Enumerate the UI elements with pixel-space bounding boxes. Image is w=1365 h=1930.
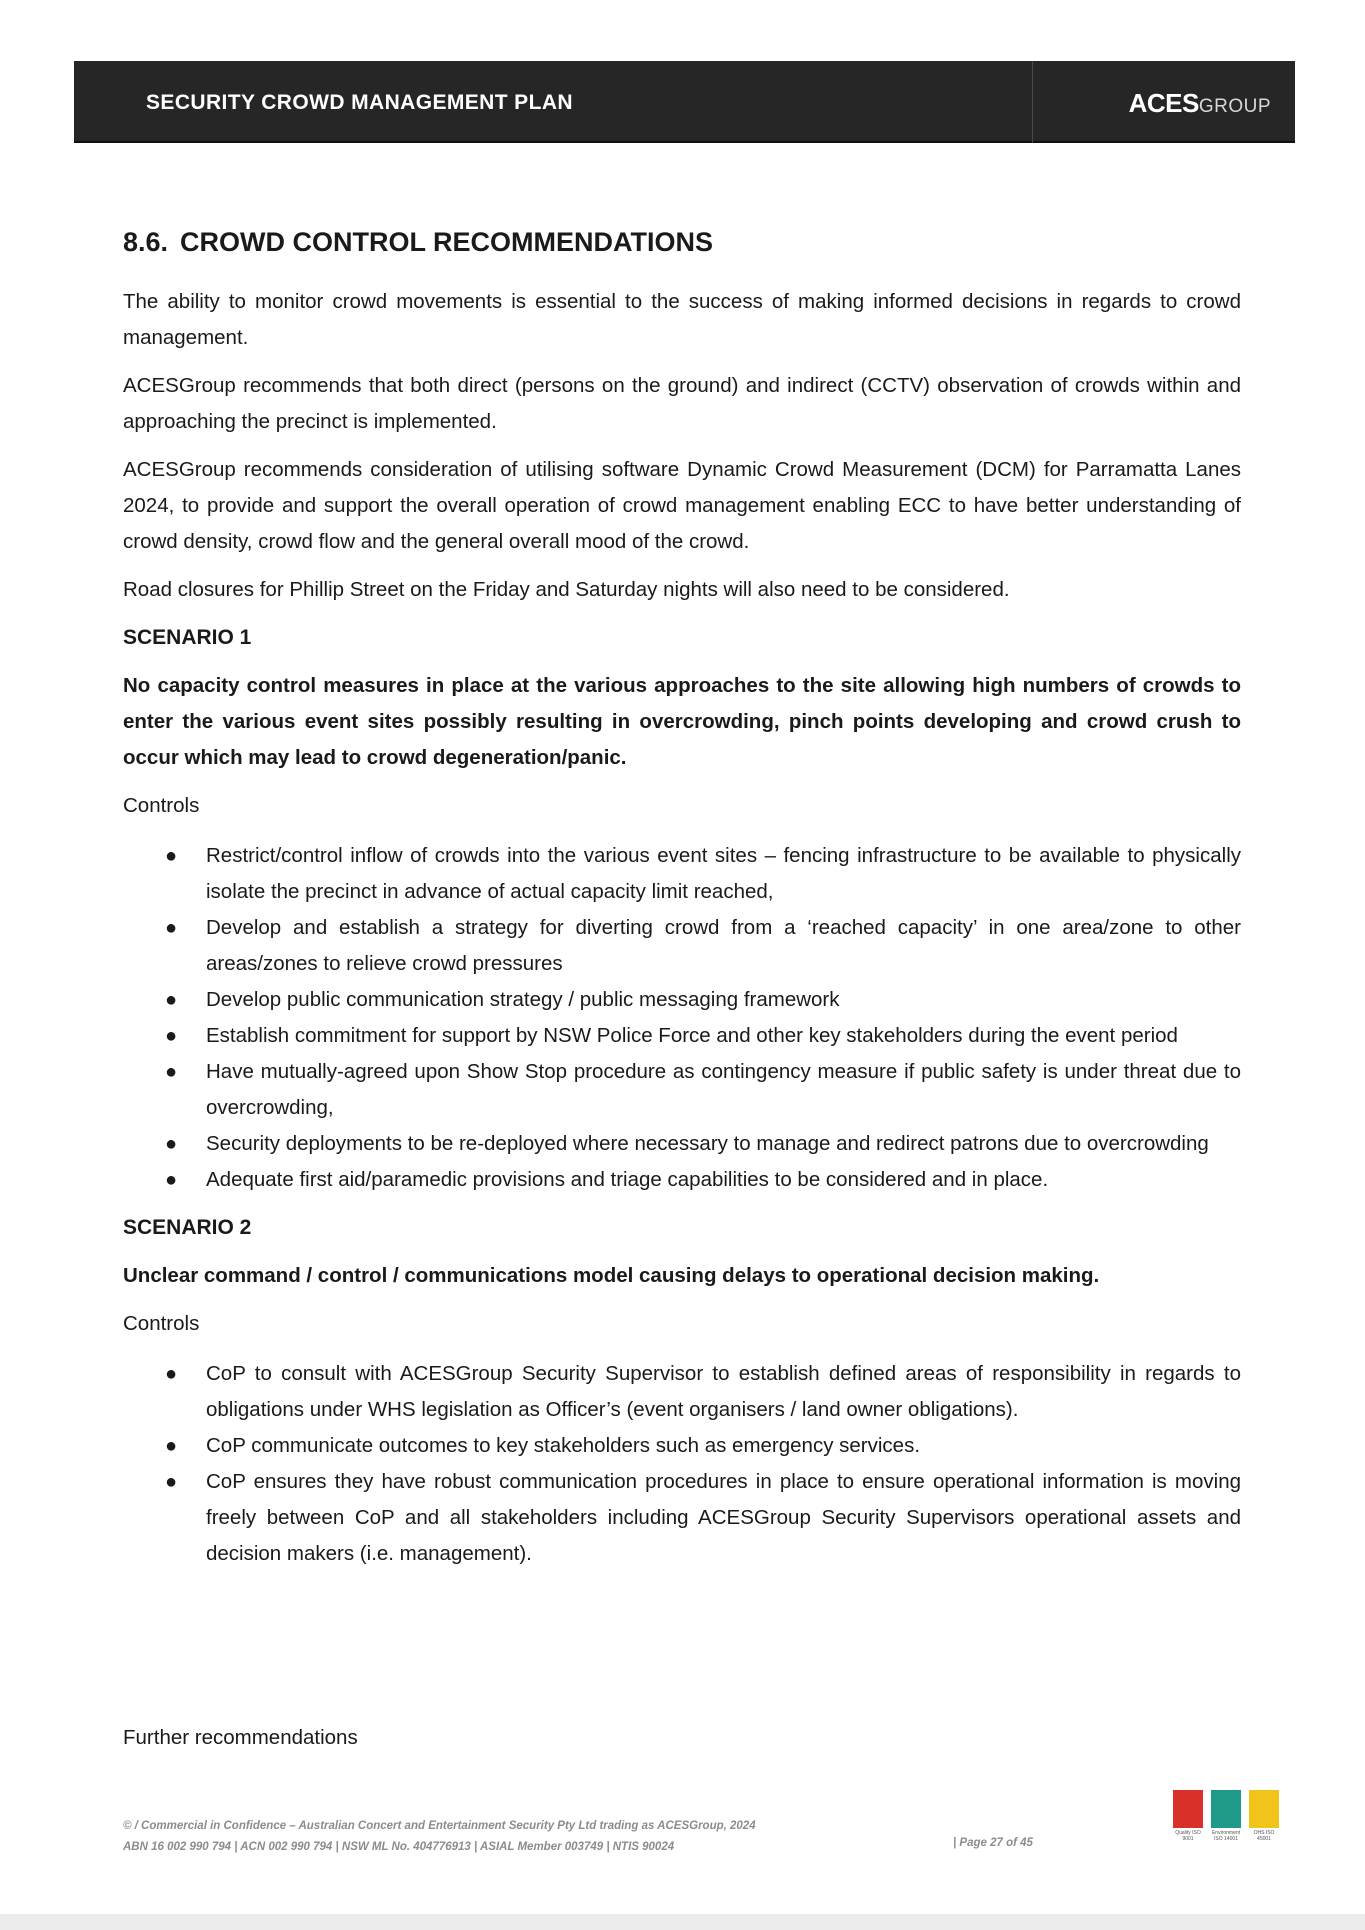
- scenario-1-description: No capacity control measures in place at the various approaches to the site allowing high numbers of crowds to enter the various event sites possibly resulting in overcrowding, pinch points developing and crowd crush to occur which may lead to crowd degeneration/panic.: [123, 674, 1241, 769]
- list-item: ● Adequate first aid/paramedic provisions and triage capabilities to be considered and in place.: [123, 1162, 1241, 1198]
- paragraph: Road closures for Phillip Street on the Friday and Saturday nights will also need to be considered.: [123, 578, 1010, 601]
- page-number: | Page 27 of 45: [953, 1837, 1033, 1849]
- bullet-icon: ●: [165, 1435, 178, 1457]
- bullet-icon: ●: [165, 1133, 178, 1155]
- cert-badge-block: [1211, 1790, 1241, 1828]
- footer-registration: ABN 16 002 990 794 | ACN 002 990 794 | NSW ML No. 404776913 | ASIAL Member 003749 | NTIS 90024: [123, 1841, 675, 1853]
- bullet-icon: ●: [165, 1363, 178, 1385]
- scenario-1-controls-list: [123, 838, 1241, 1198]
- bullet-icon: ●: [165, 1471, 178, 1493]
- section-title: CROWD CONTROL RECOMMENDATIONS: [180, 227, 714, 257]
- scenario-1-controls-label: Controls: [123, 794, 200, 817]
- bullet-icon: ●: [165, 1061, 178, 1083]
- bullet-icon: ●: [165, 845, 178, 867]
- scenario-1-label: SCENARIO 1: [123, 626, 252, 649]
- section-number: 8.6.: [123, 227, 169, 257]
- ohs-certification-icon: [1249, 1790, 1279, 1850]
- cert-badge-block: [1173, 1790, 1203, 1828]
- further-recommendations: Further recommendations: [123, 1726, 358, 1749]
- environment-certification-icon: [1211, 1790, 1241, 1850]
- footer-legal: [123, 1816, 756, 1858]
- paragraph: ACESGroup recommends that both direct (persons on the ground) and indirect (CCTV) observation of crowds within and approaching the precinct is implemented.: [123, 374, 1241, 433]
- list-item: ● Establish commitment for support by NSW Police Force and other key stakeholders during the event period: [123, 1018, 1241, 1054]
- scenario-2-controls-label: Controls: [123, 1312, 200, 1335]
- scenario-2-description: Unclear command / control / communications model causing delays to operational decision making.: [123, 1264, 1100, 1287]
- bullet-icon: ●: [165, 917, 178, 939]
- footer-copyright: © / Commercial in Confidence – Australian Concert and Entertainment Security Pty Ltd trading as ACESGroup, 2024: [123, 1820, 756, 1832]
- list-item: ● Have mutually-agreed upon Show Stop procedure as contingency measure if public safety is under threat due to overcrowding,: [123, 1054, 1241, 1126]
- paragraph: The ability to monitor crowd movements is essential to the success of making informed decisions in regards to crowd management.: [123, 290, 1241, 349]
- cert-caption: Quality ISO 9001: [1175, 1830, 1201, 1842]
- bullet-icon: ●: [165, 1169, 178, 1191]
- document-title: SECURITY CROWD MANAGEMENT PLAN: [146, 91, 573, 114]
- scenario-2-controls-list: [123, 1356, 1241, 1572]
- certification-logos: [1173, 1790, 1281, 1850]
- list-item: ● Develop and establish a strategy for diverting crowd from a ‘reached capacity’ in one area/zone to other areas/zones to relieve crowd pressures: [123, 910, 1241, 982]
- page-bottom-edge: [0, 1914, 1365, 1930]
- list-item: ● Restrict/control inflow of crowds into the various event sites – fencing infrastructure to be available to physically isolate the precinct in advance of actual capacity limit reached,: [123, 838, 1241, 910]
- list-item: ● CoP to consult with ACESGroup Security Supervisor to establish defined areas of responsibility in regards to obligations under WHS legislation as Officer’s (event organisers / land owner obligations).: [123, 1356, 1241, 1428]
- scenario-2-label: SCENARIO 2: [123, 1216, 252, 1239]
- page-content: [123, 222, 1241, 1584]
- cert-badge-block: [1249, 1790, 1279, 1828]
- list-item: ● Develop public communication strategy / public messaging framework: [123, 982, 1241, 1018]
- list-item: ● CoP ensures they have robust communication procedures in place to ensure operational information is moving freely between CoP and all stakeholders including ACESGroup Security Supervisors operational assets and decision makers (i.e. management).: [123, 1464, 1241, 1572]
- quality-certification-icon: [1173, 1790, 1203, 1850]
- bullet-icon: ●: [165, 989, 178, 1011]
- header-divider: [1032, 61, 1033, 143]
- bullet-icon: ●: [165, 1025, 178, 1047]
- aces-group-logo: ACESGROUP: [1128, 88, 1271, 118]
- cert-caption: OHS ISO 45001: [1253, 1830, 1275, 1842]
- cert-caption: Environment ISO 14001: [1211, 1830, 1241, 1842]
- section-heading: [123, 222, 1241, 262]
- document-header: [74, 61, 1295, 143]
- paragraph: ACESGroup recommends consideration of utilising software Dynamic Crowd Measurement (DCM) for Parramatta Lanes 2024, to provide and support the overall operation of crowd management enabling ECC to have better understanding of crowd density, crowd flow and the general overall mood of the crowd.: [123, 458, 1241, 553]
- list-item: ● CoP communicate outcomes to key stakeholders such as emergency services.: [123, 1428, 1241, 1464]
- list-item: ● Security deployments to be re-deployed where necessary to manage and redirect patrons due to overcrowding: [123, 1126, 1241, 1162]
